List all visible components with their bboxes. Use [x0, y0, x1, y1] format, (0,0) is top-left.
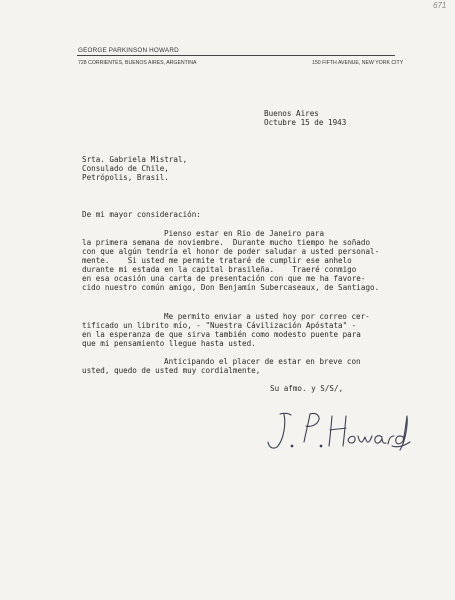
letterhead-address-right: 150 FIFTH AVENUE, NEW YORK CITY [312, 60, 404, 66]
paragraph-1-line: Pienso estar en Rio de Janeiro para [164, 229, 325, 238]
paragraph-3-line: Anticipando el placer de estar en breve con [164, 357, 361, 366]
paragraph-1-line: con que algún tendría el honor de poder saludar a usted personal- [82, 247, 380, 256]
date-city: Buenos Aires [264, 109, 319, 118]
handwritten-signature [262, 408, 412, 456]
letterhead-name: GEORGE PARKINSON HOWARD [78, 47, 179, 54]
letterhead-divider [77, 55, 395, 56]
paragraph-1-line: cido nuestro común amigo, Don Benjamín Subercaseaux, de Santiago. [82, 283, 380, 292]
paragraph-2-line: Me permito enviar a usted hoy por correo cer- [164, 312, 370, 321]
closing: Su afmo. y S/S/, [270, 384, 344, 393]
letterhead-address-left: 728 CORRIENTES, BUENOS AIRES, ARGENTINA [78, 60, 197, 66]
paragraph-1-line: mente. Si usted me permite trataré de cumplir ese anhelo [82, 256, 352, 265]
recipient-name: Srta. Gabriela Mistral, [82, 155, 188, 164]
paragraph-2-line: en la esperanza de que sirva también como modesto puente para [82, 330, 361, 339]
paragraph-2-line: tificado un librito mío, - "Nuestra Cávilización Apóstata" - [82, 321, 357, 330]
salutation: De mi mayor consideración: [82, 210, 201, 219]
recipient-line-3: Petrópolis, Brasil. [82, 173, 169, 182]
recipient-line-2: Consulado de Chile, [82, 164, 169, 173]
paragraph-2-line: que mi pensamiento llegue hasta usted. [82, 339, 256, 348]
paragraph-1-line: durante mi estada en la capital brasileña. Traeré conmigo [82, 265, 357, 274]
paragraph-3-line: usted, quedo de usted muy cordialmente, [82, 366, 261, 375]
paragraph-1-line: en esa ocasión una carta de presentación con que me ha favore- [82, 274, 366, 283]
paragraph-1-line: la primera semana de noviembre. Durante mucho tiempo he soñado [82, 238, 371, 247]
date-line: Octubre 15 de 1943 [264, 118, 347, 127]
archive-number: 671 [433, 1, 447, 10]
